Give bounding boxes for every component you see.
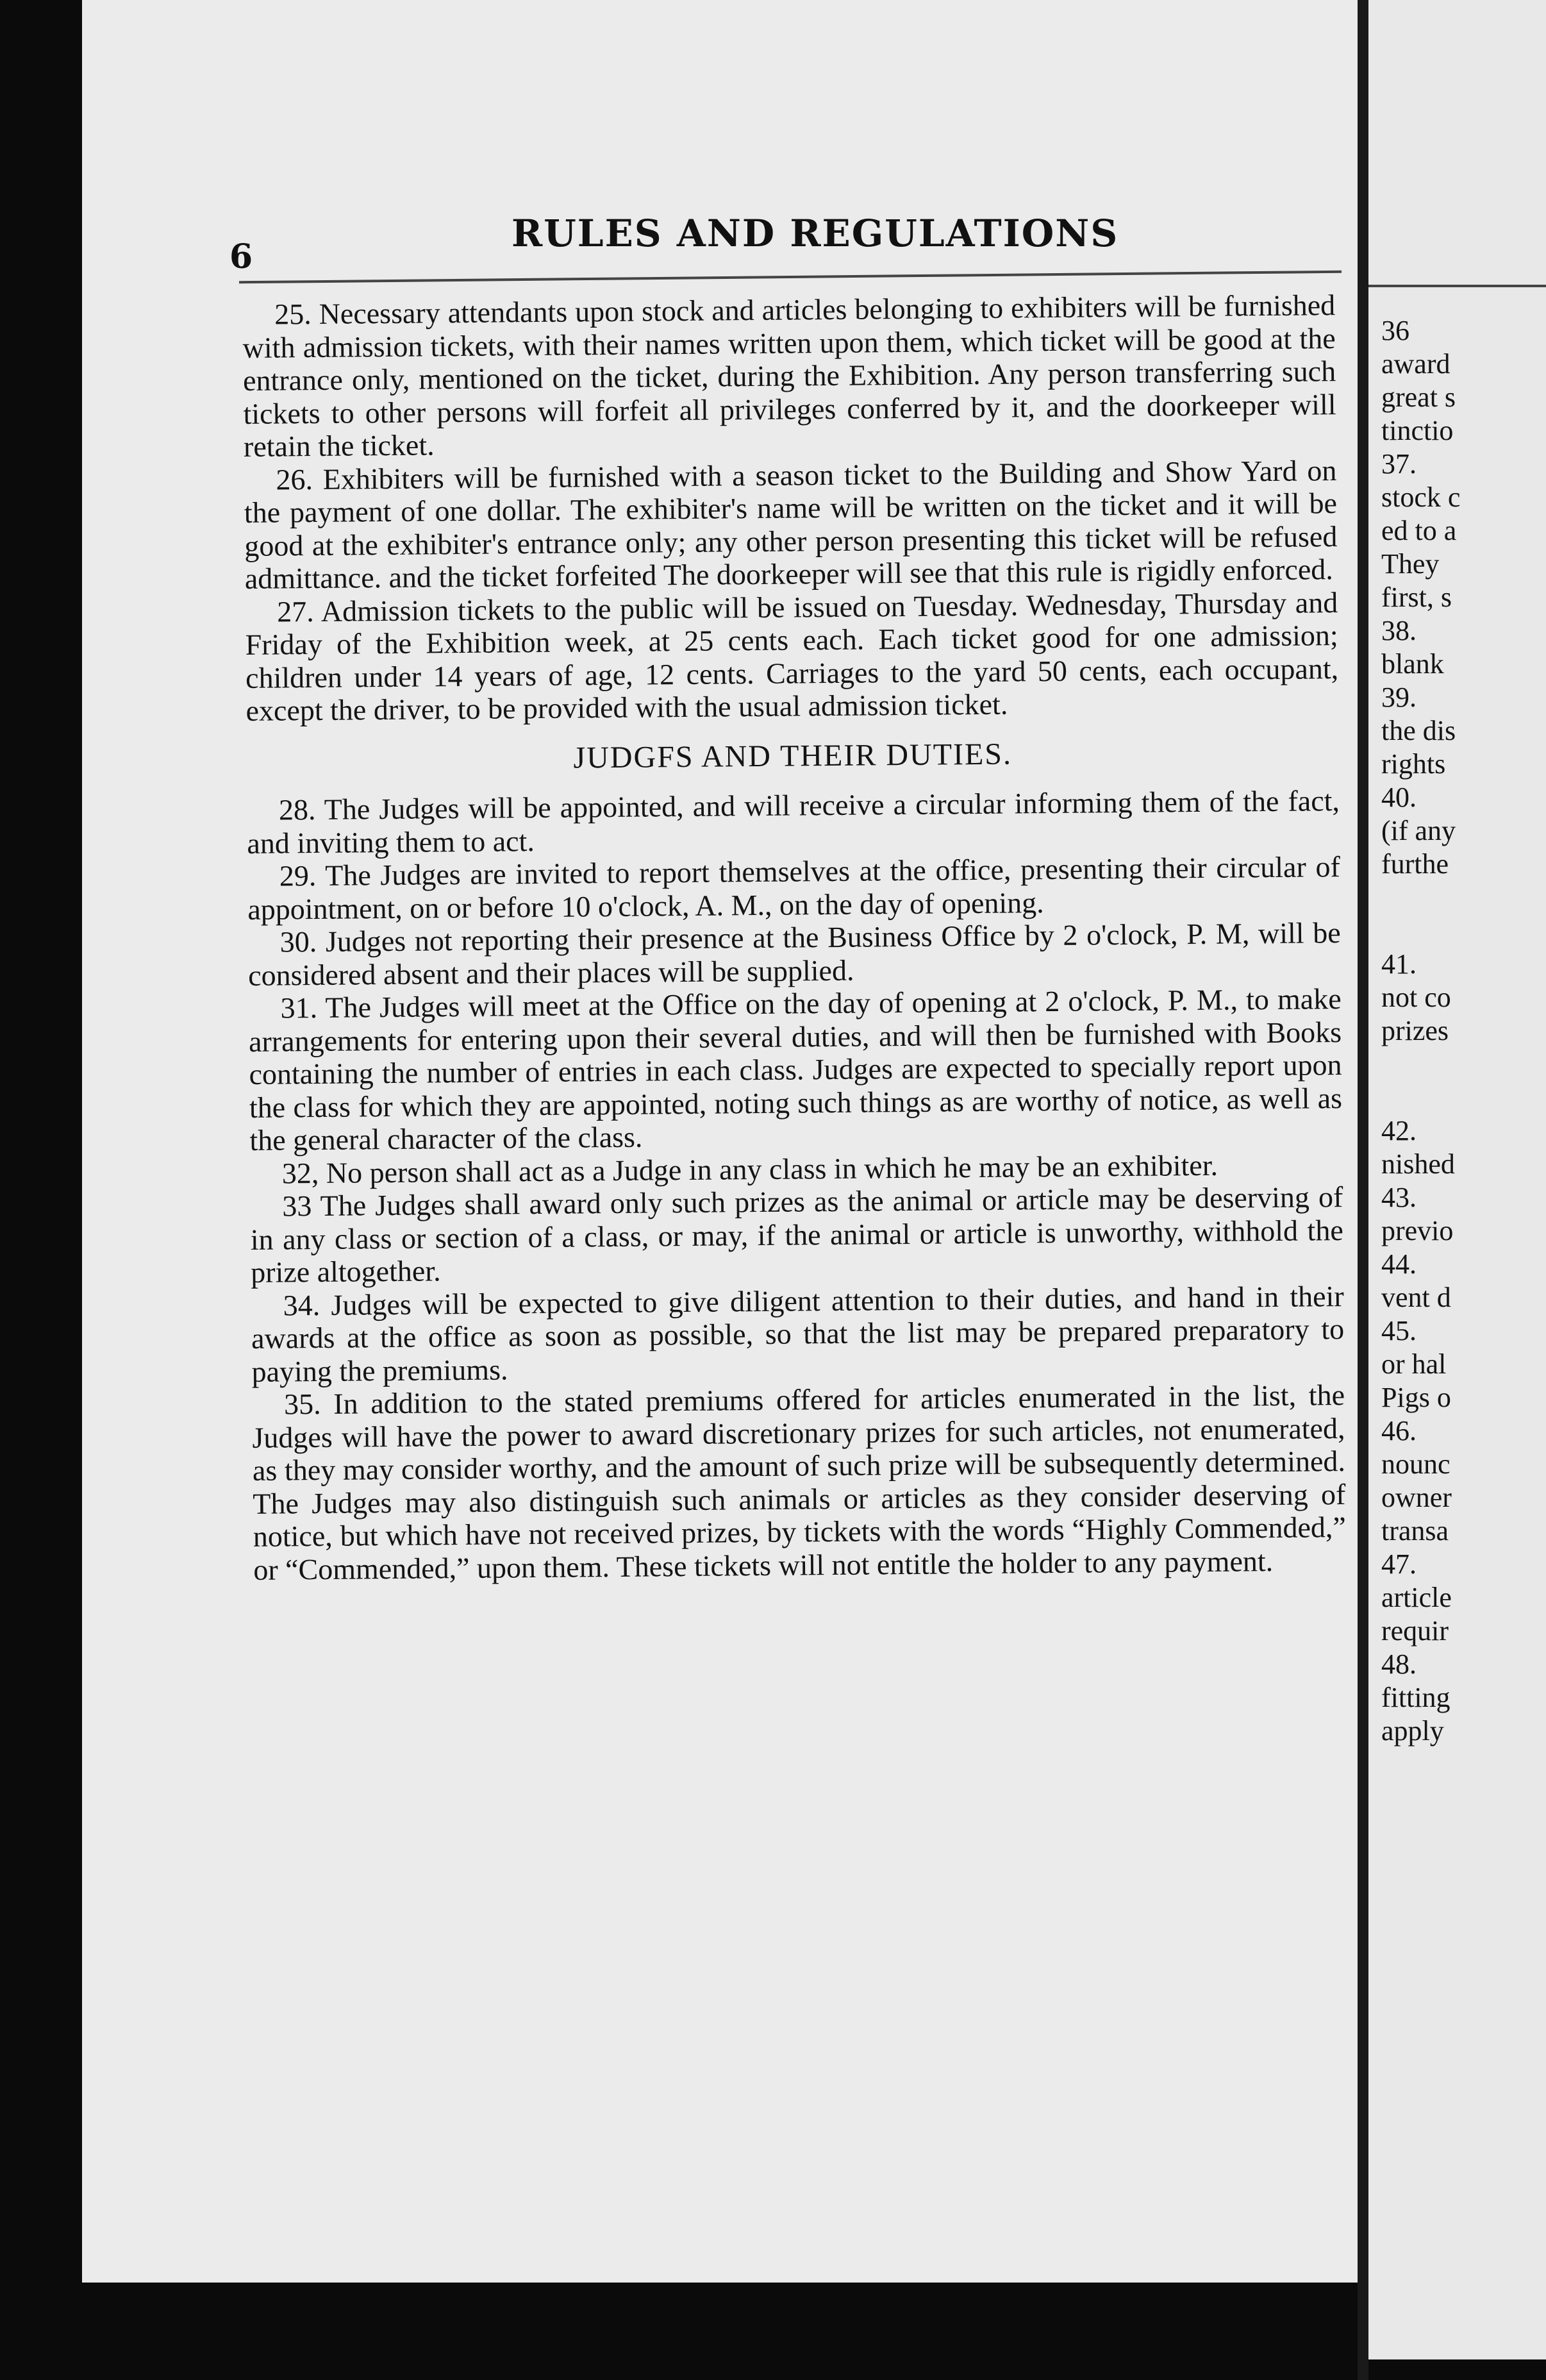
right-page-line: rights (1381, 748, 1446, 780)
right-page-line: fitting (1381, 1682, 1450, 1713)
right-page-line: blank (1381, 648, 1444, 680)
right-page-line: 44. (1381, 1248, 1417, 1280)
header-rule (239, 271, 1342, 284)
right-page-line: 43. (1381, 1182, 1417, 1213)
right-page-line (1381, 914, 1460, 948)
right-page-fragment (1368, 0, 1546, 2359)
right-page-line: 46. (1381, 1415, 1417, 1446)
gutter (1358, 0, 1368, 2380)
right-page-line: first, s (1381, 582, 1452, 613)
right-page-line: great s (1381, 381, 1456, 413)
right-page-line: previo (1381, 1215, 1454, 1246)
right-page-line: nounc (1381, 1448, 1450, 1480)
right-page-line: furthe (1381, 848, 1449, 880)
right-page-line: 37. (1381, 448, 1417, 480)
right-page-line: 45. (1381, 1315, 1417, 1346)
right-page-line: ed to a (1381, 515, 1457, 546)
right-page-text (1381, 314, 1460, 1748)
right-page-line: owner (1381, 1482, 1452, 1513)
right-page-line: 38. (1381, 615, 1417, 646)
right-page-line: the dis (1381, 715, 1456, 746)
right-page-line: 42. (1381, 1115, 1417, 1146)
paragraph-29: 29. The Judges are invited to report themselves at the office, presenting their circular of appointment, on or before 10 o'clock, A. M., on the day of opening. (247, 850, 1341, 926)
body-text (242, 289, 1346, 1586)
right-page-line (1381, 881, 1460, 914)
right-page-line: or hal (1381, 1348, 1447, 1380)
paragraph-30: 30. Judges not reporting their presence at the Business Office by 2 o'clock, P. M, will be considered absent and their places will be supplied. (247, 916, 1341, 992)
page-header (82, 205, 1358, 276)
right-page-line: prizes (1381, 1015, 1449, 1046)
right-page-line: 36 (1381, 315, 1409, 346)
right-page-line: requir (1381, 1615, 1449, 1647)
right-page-line: not co (1381, 982, 1451, 1013)
right-page-line: 47. (1381, 1548, 1417, 1580)
right-page-line: 40. (1381, 782, 1417, 813)
right-page-line: (if any (1381, 815, 1456, 846)
paragraph-34: 34. Judges will be expected to give diligent attention to their duties, and hand in their awards at the office as soon as possible, so that the list may be prepared preparatory to paying the premiums. (251, 1279, 1345, 1388)
paragraph-32: 32, No person shall act as a Judge in any class in which he may be an exhibiter. (281, 1148, 1218, 1190)
paragraph-28: 28. The Judges will be appointed, and will receive a circular informing them of the fact, and inviting them to act. (247, 784, 1340, 860)
right-page-line: apply (1381, 1715, 1444, 1747)
right-page-line: 41. (1381, 948, 1417, 980)
right-header-rule (1368, 285, 1546, 287)
right-page-line: stock c (1381, 482, 1461, 513)
right-page-line: 39. (1381, 682, 1417, 713)
right-page-line: Pigs o (1381, 1382, 1451, 1413)
right-page-line: nished (1381, 1148, 1455, 1180)
paragraph-33: 33 The Judges shall award only such prizes as the animal or article may be deserving of in any class or section of a class, or may, if the animal or article is unworthy, withhold the prize altogether. (250, 1180, 1343, 1289)
right-page-line: 48. (1381, 1648, 1417, 1680)
paragraph-25: 25. Necessary attendants upon stock and articles belonging to exhibiters will be furnished with admission tickets, with their names written upon them, which ticket will be good at the entrance only, mentioned on the ticket, during the Exhibition. Any person transferring such tickets to other persons will forfeit all privileges conferred by it, and the doorkeeper will retain the ticket. (242, 289, 1336, 463)
right-page-line: transa (1381, 1515, 1449, 1546)
page-number: 6 (229, 237, 253, 276)
right-page-line: article (1381, 1582, 1452, 1613)
paragraph-26: 26. Exhibiters will be furnished with a season ticket to the Building and Show Yard on the payment of one dollar. The exhibiter's name will be written on the ticket and it will be good at the exhibiter's entrance only; any other person presenting this ticket will be refused admittance. and the ticket forfeited The doorkeeper will see that this rule is rigidly enforced. (244, 453, 1338, 595)
right-page-line (1381, 1048, 1460, 1081)
running-head: RULES AND REGULATIONS (511, 212, 1119, 255)
right-page-line: vent d (1381, 1282, 1451, 1313)
paragraph-31: 31. The Judges will meet at the Office on the day of opening at 2 o'clock, P. M., to make arrangements for entering upon their several duties, and will then be furnished with Books containing the number of entries in each class. Judges are expected to specially report upon the class for which they are appointed, noting such things as are worthy of notice, as well as the general character of the class. (248, 982, 1343, 1157)
right-page-line: tinctio (1381, 415, 1454, 446)
section-heading: JUDGFS AND THEIR DUTIES. (573, 737, 1013, 775)
right-page-line: They (1381, 548, 1440, 580)
right-page-line (1381, 1081, 1460, 1114)
paragraph-35: 35. In addition to the stated premiums offered for articles enumerated in the list, the Judges will have the power to award discretionary prizes for such articles, not enumerated, as they may consider worthy, and the amount of such prize will be subsequently determined. The Judges may also distinguish such animals or articles as they consider deserving of notice, but which have not received prizes, by tickets with the words “Highly Commended,” or “Commended,” upon them. These tickets will not entitle the holder to any payment. (252, 1379, 1347, 1586)
right-page-line: award (1381, 348, 1450, 380)
left-page (82, 0, 1358, 2283)
paragraph-27: 27. Admission tickets to the public will be issued on Tuesday. Wednesday, Thursday and Friday of the Exhibition week, at 25 cents each. Each ticket good for one admission; children under 14 years of age, 12 cents. Carriages to the yard 50 cents, each occupant, except the driver, to be provided with the usual admission ticket. (245, 585, 1339, 727)
